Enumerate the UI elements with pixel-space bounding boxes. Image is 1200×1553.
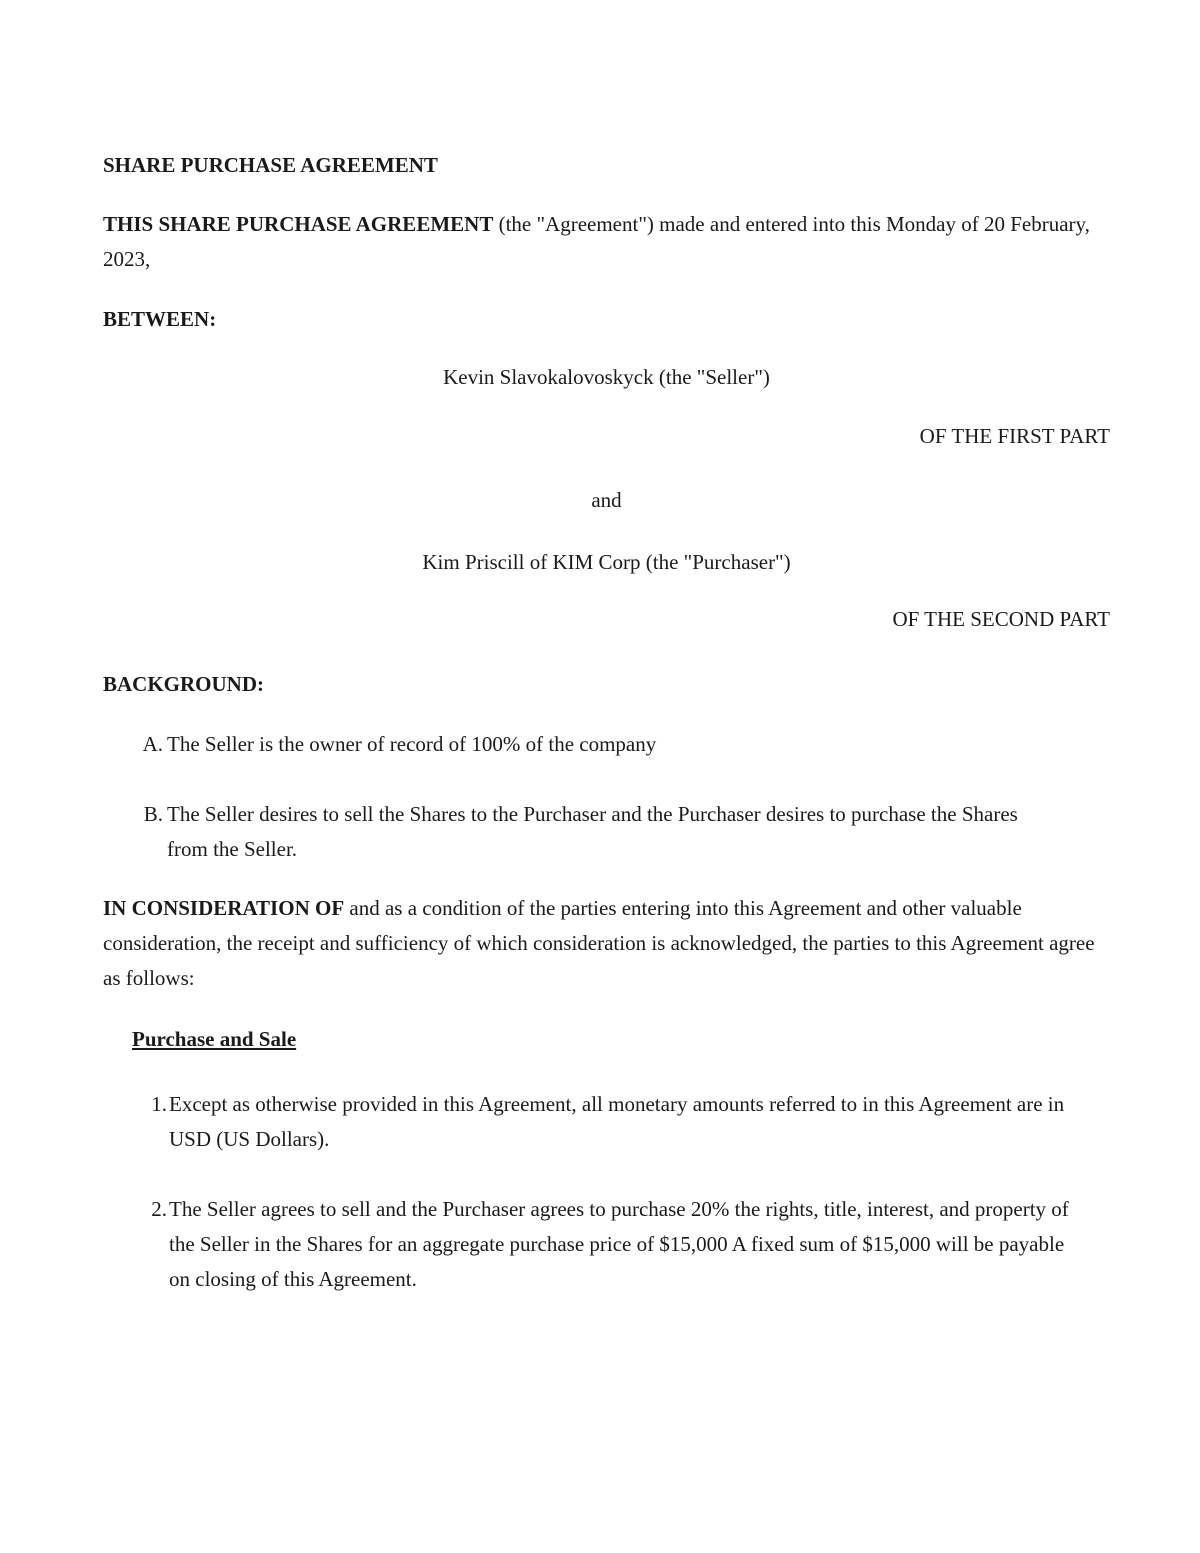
numbered-item-1 bbox=[103, 1087, 1078, 1157]
list-item-text: The Seller desires to sell the Shares to the Purchaser and the Purchaser desires to purchase the Shares from the Seller. bbox=[167, 802, 1018, 861]
background-heading: BACKGROUND: bbox=[103, 672, 264, 696]
intro-text: (the "Agreement") made and entered into this Monday of 20 February, 2023, bbox=[103, 212, 1090, 271]
list-marker: A. bbox=[142, 732, 163, 756]
list-marker: B. bbox=[143, 802, 163, 826]
section-heading-purchase-and-sale: Purchase and Sale bbox=[132, 1027, 297, 1051]
list-item-text: The Seller agrees to sell and the Purchaser agrees to purchase 20% the rights, title, interest, and property of the Seller in the Shares for an aggregate purchase price of $15,000 A fixed sum of $15,000 will be payable on closing of this Agreement. bbox=[169, 1197, 1069, 1291]
between-heading: BETWEEN: bbox=[103, 307, 217, 331]
consideration-text: and as a condition of the parties entering into this Agreement and other valuable consideration, the receipt and sufficiency of which consideration is acknowledged, the parties to this Agreement agree as follows: bbox=[103, 896, 1095, 990]
document-title: SHARE PURCHASE AGREEMENT bbox=[103, 153, 438, 177]
first-part-label: OF THE FIRST PART bbox=[919, 424, 1110, 448]
second-part-label: OF THE SECOND PART bbox=[892, 607, 1110, 631]
intro-paragraph bbox=[103, 207, 1103, 277]
consideration-paragraph bbox=[103, 891, 1103, 996]
consideration-bold-lead: IN CONSIDERATION OF bbox=[103, 896, 345, 920]
list-item-text: Except as otherwise provided in this Agreement, all monetary amounts referred to in this Agreement are in USD (US Dollars). bbox=[169, 1092, 1065, 1151]
purchaser-line: Kim Priscill of KIM Corp (the "Purchaser") bbox=[422, 550, 791, 574]
seller-line: Kevin Slavokalovoskyck (the "Seller") bbox=[443, 365, 770, 389]
intro-bold-lead: THIS SHARE PURCHASE AGREEMENT bbox=[103, 212, 494, 236]
list-marker: 2. bbox=[151, 1197, 167, 1221]
list-marker: 1. bbox=[151, 1092, 167, 1116]
and-separator: and bbox=[591, 488, 622, 512]
numbered-item-2 bbox=[103, 1192, 1078, 1297]
background-item-a bbox=[103, 727, 1063, 762]
list-item-text: The Seller is the owner of record of 100% of the company bbox=[167, 732, 657, 756]
background-item-b bbox=[103, 797, 1063, 867]
